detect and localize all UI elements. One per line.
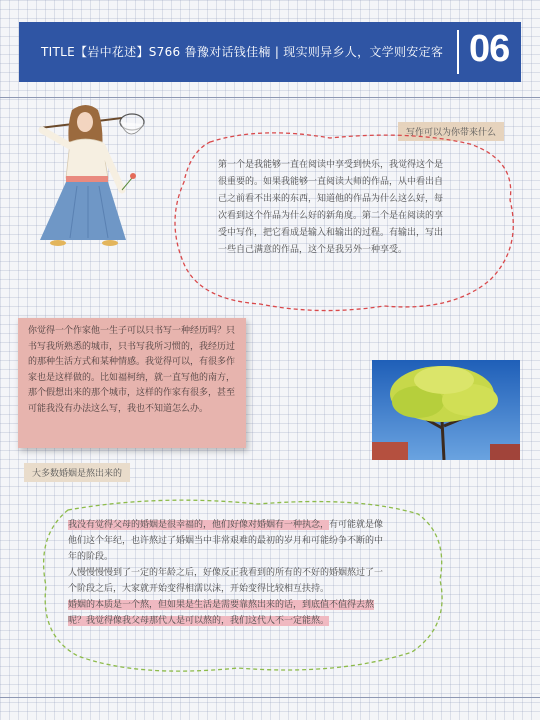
section3-p1-rest: 有可能就是像他们这个年纪，也许熬过了婚姻当中非常艰难的最初的岁月和可能纷争不断的中年的阶段。: [68, 520, 384, 562]
tree-photo: [372, 360, 520, 460]
pink-quote-box: [18, 318, 246, 448]
section3-paragraph-1: [68, 517, 388, 565]
section-tag-writing: 写作可以为你带来什么: [398, 122, 504, 141]
section2-paragraph: 你觉得一个作家他一生子可以只书写一种经历吗？只书写我所熟悉的城市，只书写我所习惯的，我经历过的那种生活方式和某种情感。我觉得可以，有很多作家也是这样做的。比如福柯纳，就一直写他的南方，那个假想出来的那个城市，这样的作家有很多，甚至可能我没有办法这么写，我也不知道怎么办。: [28, 326, 236, 414]
section1-paragraph: 第一个是我能够一直在阅读中享受到快乐，我觉得这个是很重要的。如果我能够一直阅读大师的作品，从中看出自己之前看不出来的东西，知道他的作品为什么这么好，每次看到这个作品为什么好的新角度。第二个是在阅读的享受中写作，把它看成是输入和输出的过程。有输出，写出一些自己满意的作品，这个是我另外一种享受。: [218, 160, 444, 255]
top-rule: [0, 97, 540, 98]
section3-paragraph-3: [68, 597, 388, 629]
section3-body: [68, 517, 388, 629]
girl-with-net-illustration: [22, 100, 152, 255]
page-number: 06: [469, 28, 510, 70]
highlight-1: 我没有觉得父母的婚姻是很幸福的，他们好像对婚姻有一种执念，: [68, 520, 330, 530]
header-banner: [19, 22, 521, 82]
header-title: TITLE【岩中花述】S766 鲁豫对话钱佳楠 | 现实则异乡人，文学则安定客: [41, 45, 444, 59]
header-divider: [457, 30, 459, 74]
bottom-rule: [0, 697, 540, 698]
section-tag-marriage: 大多数婚姻是熬出来的: [24, 463, 130, 482]
highlight-3: 婚姻的本质是一个熬，但如果是生活是需要靠熬出来的话，到底值不值得去熬呢？我觉得像我父母那代人是可以熬的，我们这代人不一定能熬。: [68, 600, 375, 626]
section3-paragraph-2: 人慢慢慢慢到了一定的年龄之后，好像反正我看到的所有的不好的婚姻熬过了一个阶段之后，大家就开始变得相濡以沫，开始变得比较相互扶持。: [68, 568, 384, 594]
